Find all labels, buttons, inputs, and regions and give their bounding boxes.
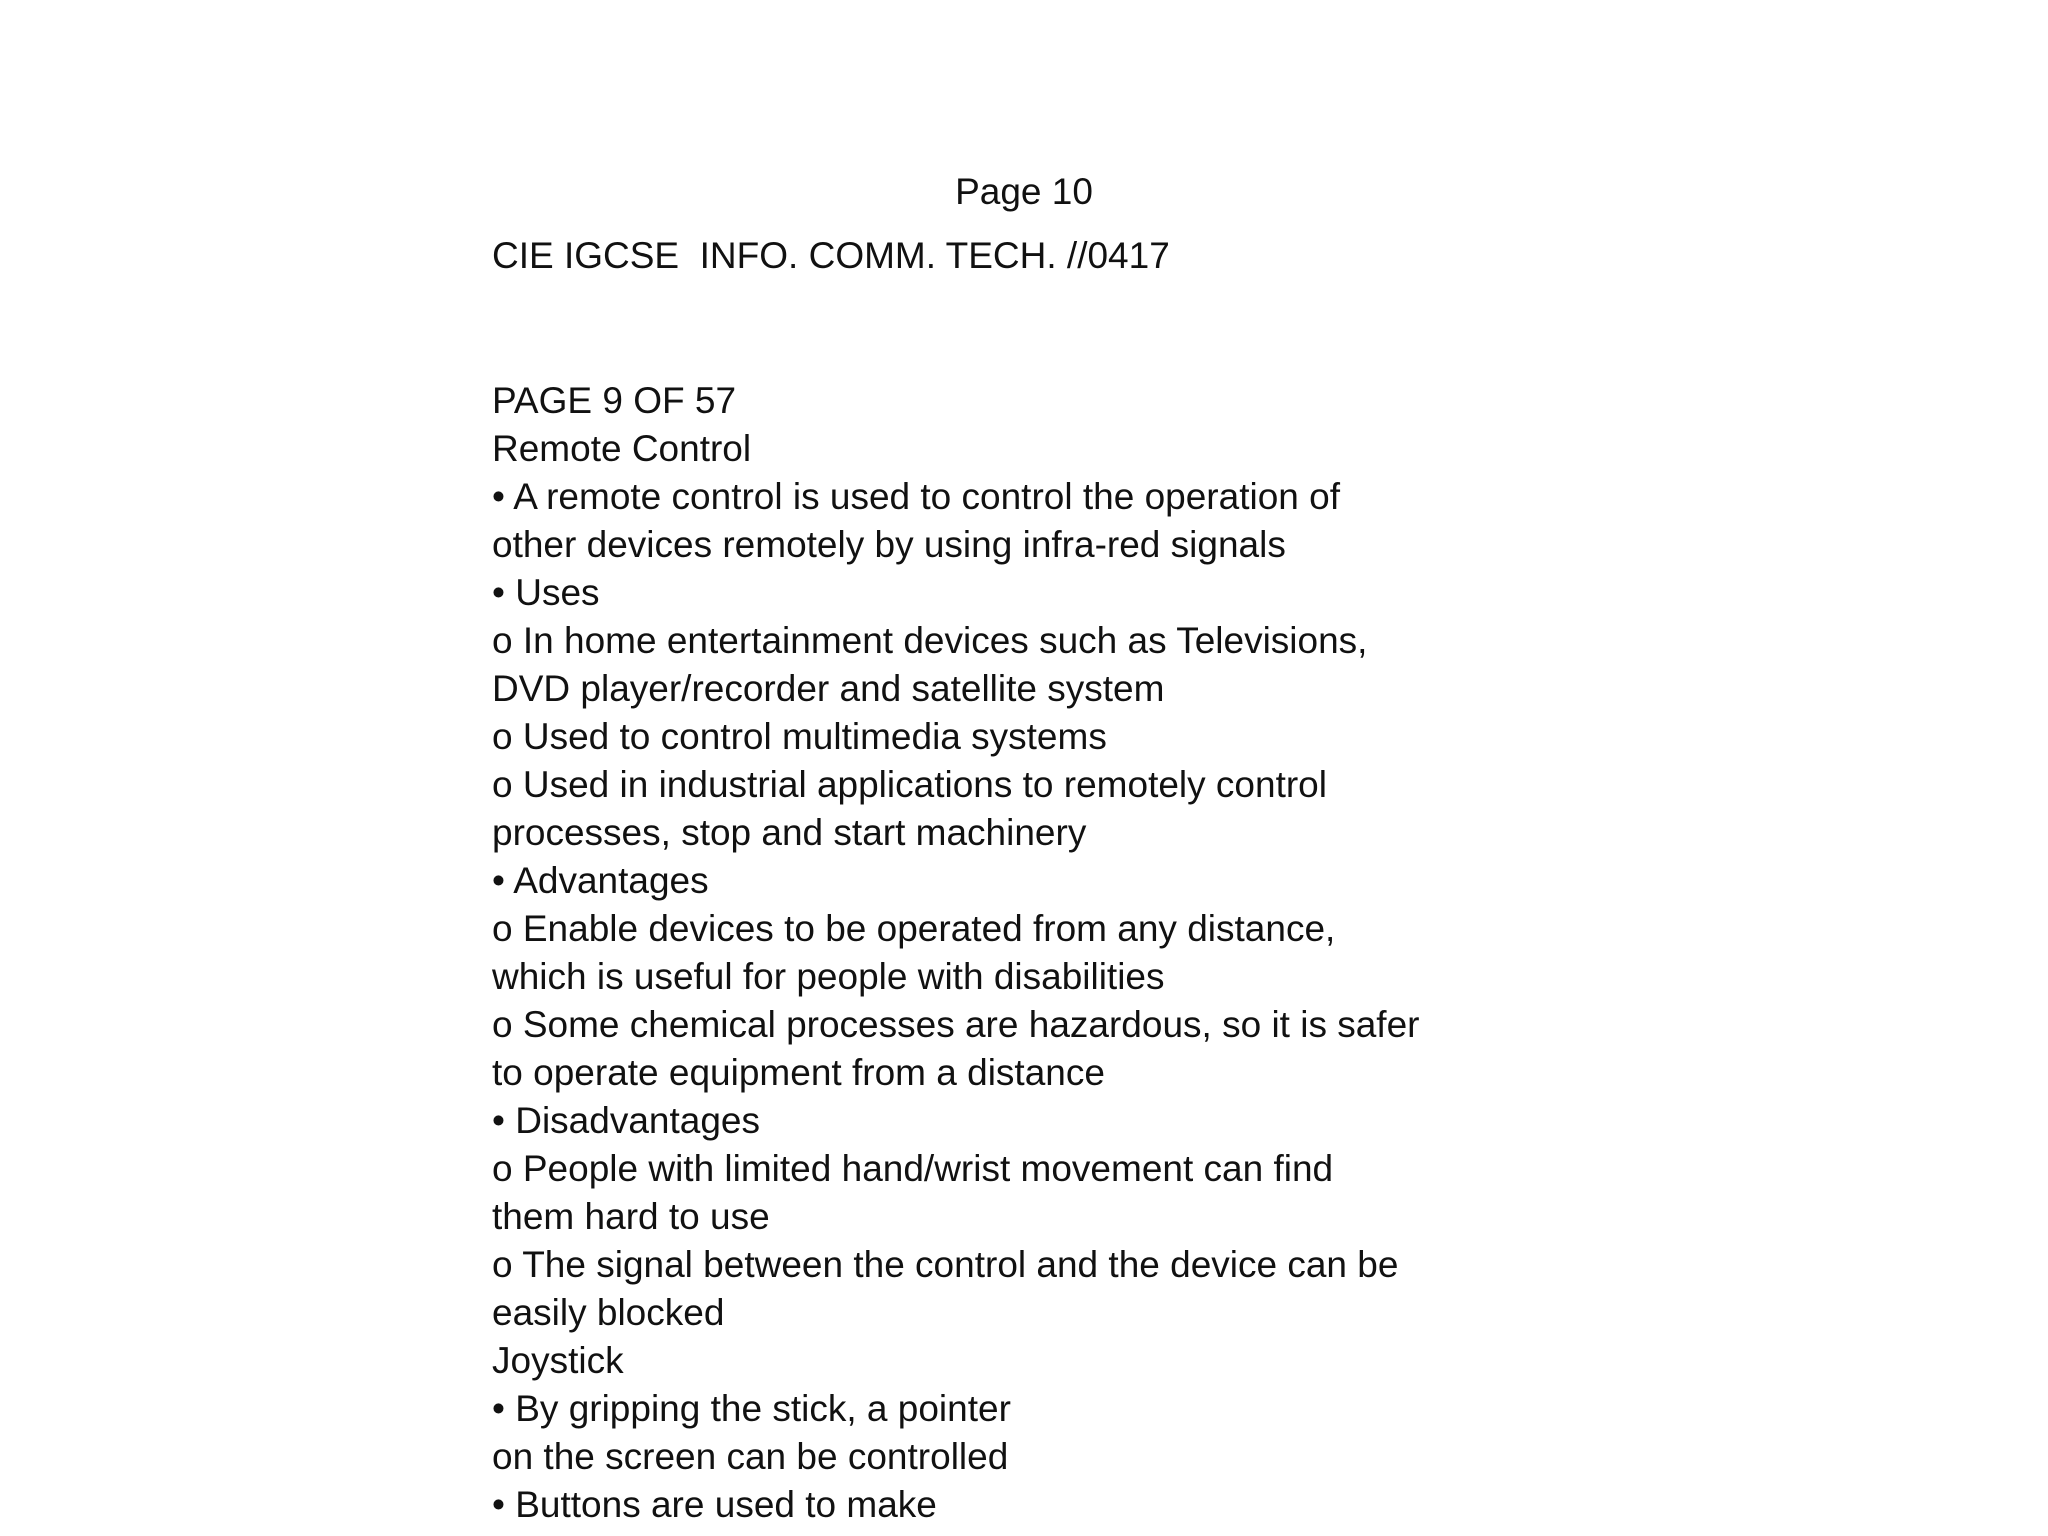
body-line: processes, stop and start machinery — [492, 812, 1087, 853]
body-line: • By gripping the stick, a pointer — [492, 1388, 1011, 1429]
body-line: to operate equipment from a distance — [492, 1052, 1105, 1093]
document-body — [492, 377, 1492, 1529]
body-line: which is useful for people with disabilities — [492, 956, 1165, 997]
page-count-line: PAGE 9 OF 57 — [492, 380, 737, 421]
page-number: Page 10 — [955, 171, 1093, 212]
body-line: • Buttons are used to make — [492, 1484, 937, 1525]
body-line: o Used in industrial applications to remotely control — [492, 764, 1327, 805]
body-line: on the screen can be controlled — [492, 1436, 1009, 1477]
body-line: DVD player/recorder and satellite system — [492, 668, 1165, 709]
body-line: • A remote control is used to control the operation of — [492, 476, 1341, 517]
body-line: easily blocked — [492, 1292, 725, 1333]
body-line: o Enable devices to be operated from any distance, — [492, 908, 1336, 949]
body-line: o Used to control multimedia systems — [492, 716, 1107, 757]
body-line: o The signal between the control and the device can be — [492, 1244, 1399, 1285]
body-line: • Uses — [492, 572, 600, 613]
body-line: them hard to use — [492, 1196, 770, 1237]
body-line: o In home entertainment devices such as Televisions, — [492, 620, 1368, 661]
document-header: CIE IGCSE INFO. COMM. TECH. //0417 — [492, 235, 1170, 276]
body-line: • Advantages — [492, 860, 709, 901]
section-heading-remote-control: Remote Control — [492, 428, 752, 469]
body-line: other devices remotely by using infra-red signals — [492, 524, 1286, 565]
section-heading-joystick: Joystick — [492, 1340, 624, 1381]
body-line: • Disadvantages — [492, 1100, 760, 1141]
body-line: o People with limited hand/wrist movement can find — [492, 1148, 1334, 1189]
body-line: o Some chemical processes are hazardous, so it is safer — [492, 1004, 1420, 1045]
